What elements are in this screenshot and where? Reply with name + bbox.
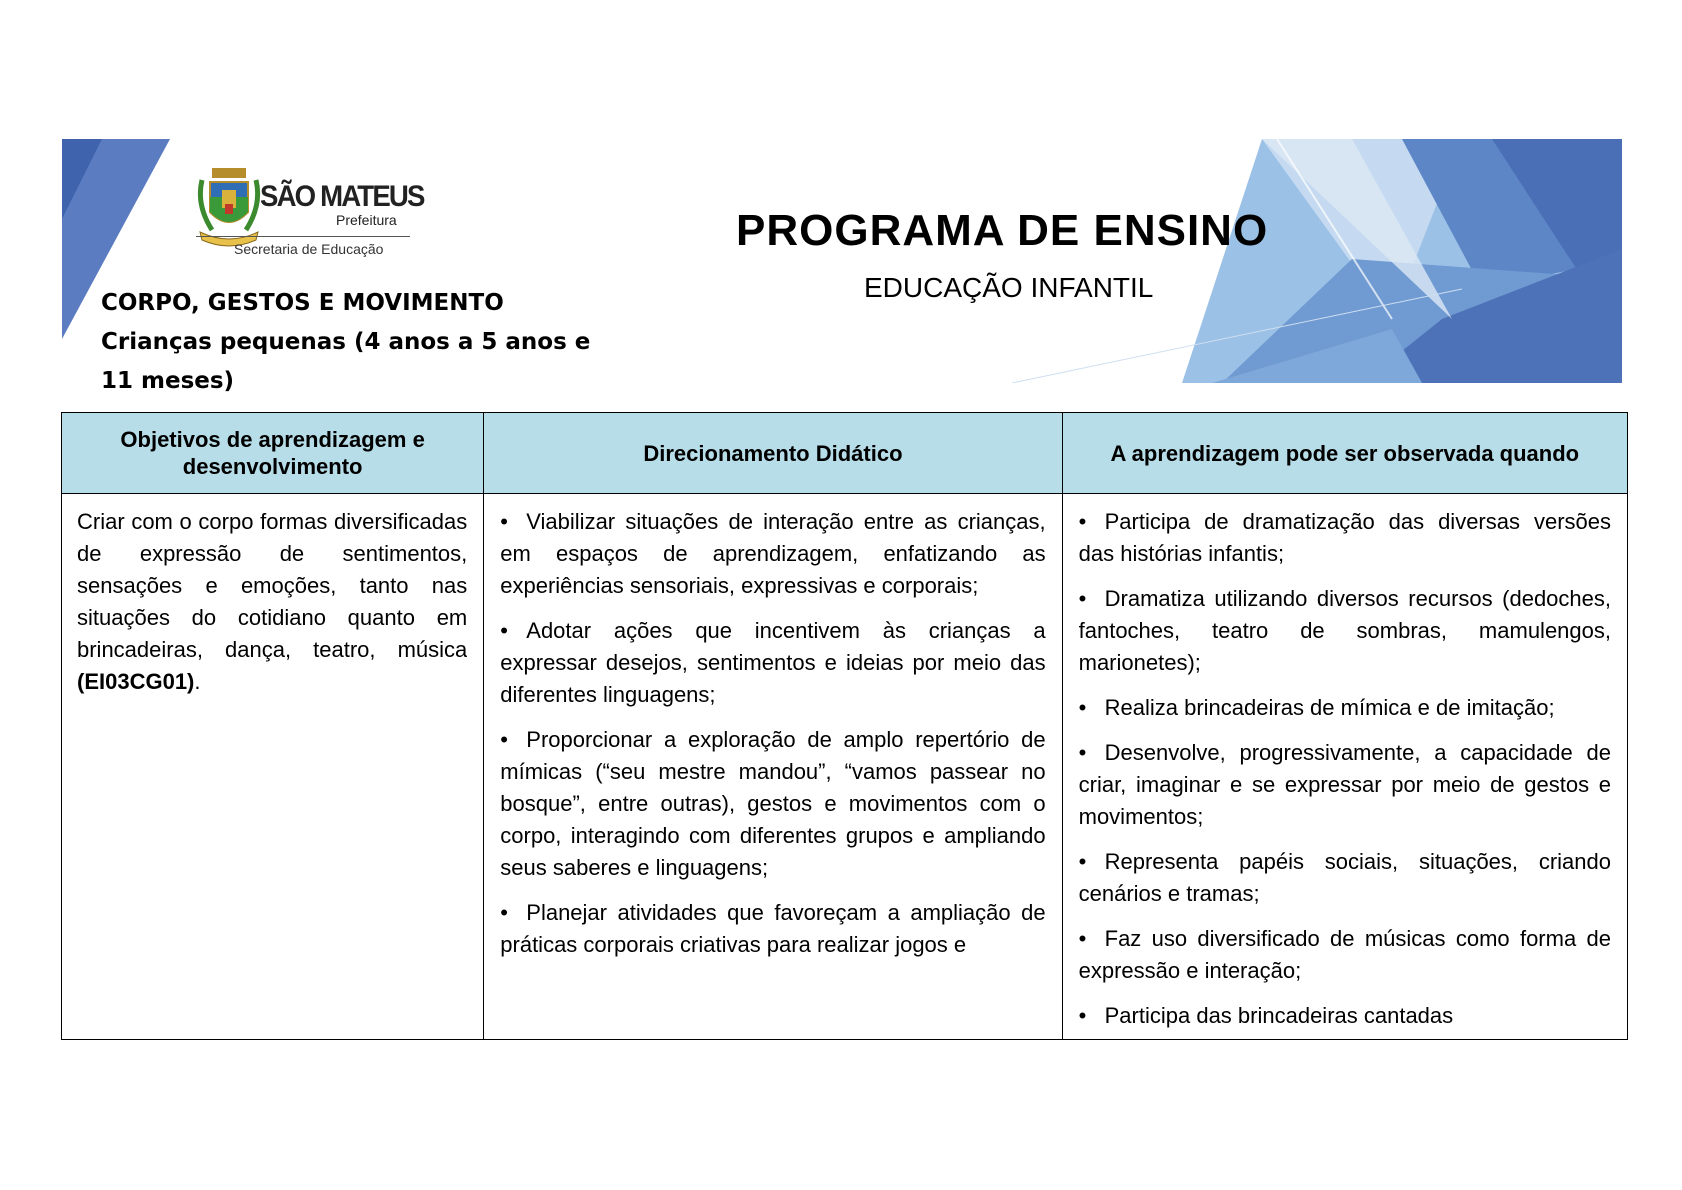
bullet: • <box>1078 586 1087 611</box>
list-item <box>500 724 1045 884</box>
header-didactic: Direcionamento Didático <box>484 413 1062 494</box>
header-observed: A aprendizagem pode ser observada quando <box>1062 413 1627 494</box>
list-item-text: Realiza brincadeiras de mímica e de imitação; <box>1104 695 1555 720</box>
list-item <box>1079 1000 1611 1032</box>
observed-cell <box>1062 494 1627 1040</box>
objective-text: Criar com o corpo formas diversificadas de expressão de sentimentos, sensações e emoções, tanto nas situações do cotidiano quanto em brincadeiras, dança, teatro, música <box>77 509 468 662</box>
bullet: • <box>1078 740 1087 765</box>
bullet: • <box>1078 695 1087 720</box>
list-item-text: Viabilizar situações de interação entre as crianças, em espaços de aprendizagem, enfatizando as experiências sensoriais, expressivas e corporais; <box>500 509 1046 598</box>
list-item <box>1079 737 1611 833</box>
bullet: • <box>1078 1003 1087 1028</box>
list-item-text: Participa das brincadeiras cantadas <box>1104 1003 1454 1028</box>
page-title: PROGRAMA DE ENSINO <box>736 206 1269 255</box>
page-subtitle: EDUCAÇÃO INFANTIL <box>864 272 1154 303</box>
table-header-row <box>62 413 1628 494</box>
list-item-text: Desenvolve, progressivamente, a capacidade de criar, imaginar e se expressar por meio de gestos e movimentos; <box>1078 740 1611 829</box>
bullet: • <box>1078 509 1087 534</box>
logo-name: SÃO MATEUS <box>260 180 424 213</box>
logo-subtitle: Prefeitura <box>336 212 397 228</box>
table-row <box>62 494 1628 1040</box>
objective-code: (EI03CG01) <box>77 669 195 694</box>
age-group: Crianças pequenas (4 anos a 5 anos e 11 meses) <box>101 329 591 394</box>
list-item-text: Faz uso diversificado de músicas como forma de expressão e interação; <box>1078 926 1611 983</box>
logo-divider <box>196 236 410 237</box>
bullet: • <box>500 618 508 643</box>
header-objectives: Objetivos de aprendizagem e desenvolvimento <box>62 413 484 494</box>
list-item-text: Representa papéis sociais, situações, criando cenários e tramas; <box>1078 849 1611 906</box>
list-item <box>500 615 1045 711</box>
list-item <box>1079 923 1611 987</box>
bullet: • <box>500 509 508 534</box>
bullet: • <box>1078 849 1087 874</box>
list-item <box>1079 846 1611 910</box>
area-name: CORPO, GESTOS E MOVIMENTO <box>101 290 504 316</box>
area-heading <box>101 284 621 401</box>
list-item <box>1079 692 1611 724</box>
didactic-cell <box>484 494 1062 1040</box>
list-item-text: Adotar ações que incentivem às crianças a expressar desejos, sentimentos e ideias por meio das diferentes linguagens; <box>500 618 1046 707</box>
bullet: • <box>1078 926 1087 951</box>
list-item <box>500 506 1045 602</box>
list-item <box>1079 583 1611 679</box>
bullet: • <box>500 900 508 925</box>
list-item-text: Participa de dramatização das diversas versões das histórias infantis; <box>1078 509 1611 566</box>
objective-cell <box>62 494 484 1040</box>
list-item <box>500 897 1045 961</box>
list-item-text: Dramatiza utilizando diversos recursos (dedoches, fantoches, teatro de sombras, mamulengos, marionetes); <box>1078 586 1611 675</box>
objective-end: . <box>194 669 201 694</box>
list-item-text: Planejar atividades que favoreçam a ampliação de práticas corporais criativas para realizar jogos e <box>500 900 1046 957</box>
curriculum-table <box>61 412 1628 1040</box>
list-item <box>1079 506 1611 570</box>
logo-department: Secretaria de Educação <box>234 241 384 257</box>
list-item-text: Proporcionar a exploração de amplo repertório de mímicas (“seu mestre mandou”, “vamos passear no bosque”, entre outras), gestos e movimentos com o corpo, interagindo com diferentes grupos e ampliando seus saberes e linguagens; <box>500 727 1046 880</box>
bullet: • <box>500 727 508 752</box>
